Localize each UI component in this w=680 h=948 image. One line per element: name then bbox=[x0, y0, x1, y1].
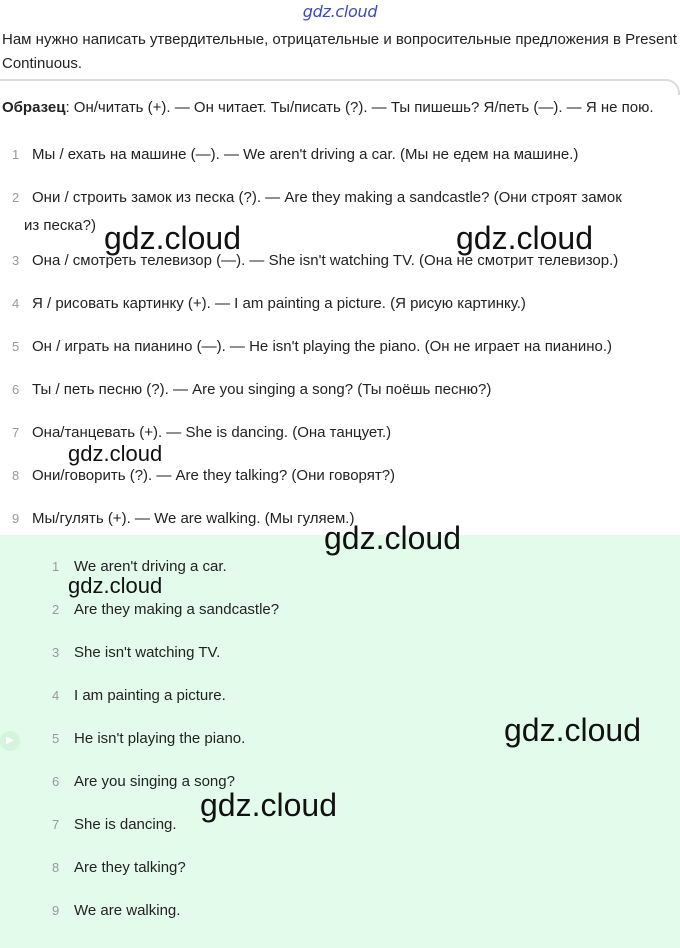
site-logo[interactable]: gdz.cloud bbox=[302, 2, 378, 21]
exercise-text: из песка?) bbox=[24, 217, 96, 234]
exercise-number: 3 bbox=[12, 253, 20, 268]
answer-item bbox=[52, 902, 180, 919]
task-description: Нам нужно написать утвердительные, отрицательные и вопросительные предложения в Present Continuous. bbox=[2, 31, 677, 72]
exercise-text: Она / смотреть телевизор (—). — She isn't watching TV. (Она не смотрит телевизор.) bbox=[32, 252, 619, 269]
answer-text: She isn't watching TV. bbox=[74, 644, 221, 661]
exercise-text: Мы/гулять (+). — We are walking. (Мы гуляем.) bbox=[32, 510, 355, 527]
answer-text: He isn't playing the piano. bbox=[74, 730, 246, 747]
exercise-number: 6 bbox=[12, 382, 20, 397]
answer-text: I am painting a picture. bbox=[74, 687, 226, 704]
answer-item bbox=[52, 601, 279, 618]
answer-number: 7 bbox=[52, 817, 60, 832]
watermark: gdz.cloud bbox=[324, 520, 461, 556]
answer-text: She is dancing. bbox=[74, 816, 177, 833]
content-frame-border bbox=[0, 79, 680, 95]
answer-item bbox=[52, 687, 226, 704]
answer-item bbox=[52, 859, 186, 876]
exercise-item bbox=[12, 185, 672, 211]
play-icon[interactable]: ▶ bbox=[0, 731, 20, 751]
exercise-text: Я / рисовать картинку (+). — I am painting a picture. (Я рисую картинку.) bbox=[32, 295, 526, 312]
answer-number: 1 bbox=[52, 559, 60, 574]
answer-number: 8 bbox=[52, 860, 60, 875]
exercise-number: 7 bbox=[12, 425, 20, 440]
exercise-text: Они / строить замок из песка (?). — Are they making a sandcastle? (Они строят замок bbox=[32, 189, 622, 206]
answer-number: 6 bbox=[52, 774, 60, 789]
exercise-text: Она/танцевать (+). — She is dancing. (Она танцует.) bbox=[32, 424, 392, 441]
answer-text: Are you singing a song? bbox=[74, 773, 235, 790]
answer-text: We are walking. bbox=[74, 902, 181, 919]
exercise-number: 9 bbox=[12, 511, 20, 526]
exercise-item bbox=[12, 291, 672, 317]
watermark: gdz.cloud bbox=[456, 220, 593, 256]
watermark: gdz.cloud bbox=[504, 712, 641, 748]
answer-item bbox=[52, 816, 177, 833]
answer-number: 4 bbox=[52, 688, 60, 703]
exercise-item bbox=[12, 142, 672, 168]
sample-text: : Он/читать (+). — Он читает. Ты/писать (?). — Ты пишешь? Я/петь (—). — Я не пою. bbox=[65, 99, 654, 116]
watermark: gdz.cloud bbox=[104, 220, 241, 256]
sample-label: Образец bbox=[2, 99, 66, 116]
watermark: gdz.cloud bbox=[68, 573, 163, 598]
exercise-text: Они/говорить (?). — Are they talking? (Они говорят?) bbox=[32, 467, 396, 484]
exercise-number: 2 bbox=[12, 190, 20, 205]
exercise-number: 4 bbox=[12, 296, 20, 311]
answer-item bbox=[52, 730, 245, 747]
answer-number: 3 bbox=[52, 645, 60, 660]
exercise-text: Он / играть на пианино (—). — He isn't playing the piano. (Он не играет на пианино.) bbox=[32, 338, 612, 355]
exercise-number: 8 bbox=[12, 468, 20, 483]
answer-number: 5 bbox=[52, 731, 60, 746]
watermark: gdz.cloud bbox=[200, 787, 337, 823]
exercise-number: 1 bbox=[12, 147, 20, 162]
sample-line bbox=[2, 99, 678, 116]
answer-item bbox=[52, 644, 220, 661]
answer-number: 9 bbox=[52, 903, 60, 918]
exercise-text: Ты / петь песню (?). — Are you singing a song? (Ты поёшь песню?) bbox=[32, 381, 492, 398]
exercise-text: Мы / ехать на машине (—). — We aren't driving a car. (Мы не едем на машине.) bbox=[32, 146, 579, 163]
exercise-item bbox=[12, 334, 672, 360]
answer-text: Are they talking? bbox=[74, 859, 186, 876]
watermark: gdz.cloud bbox=[68, 441, 163, 466]
exercise-number: 5 bbox=[12, 339, 20, 354]
answer-number: 2 bbox=[52, 602, 60, 617]
exercise-item bbox=[12, 377, 672, 403]
answer-text: Are they making a sandcastle? bbox=[74, 601, 280, 618]
answer-text: We aren't driving a car. bbox=[74, 558, 227, 575]
